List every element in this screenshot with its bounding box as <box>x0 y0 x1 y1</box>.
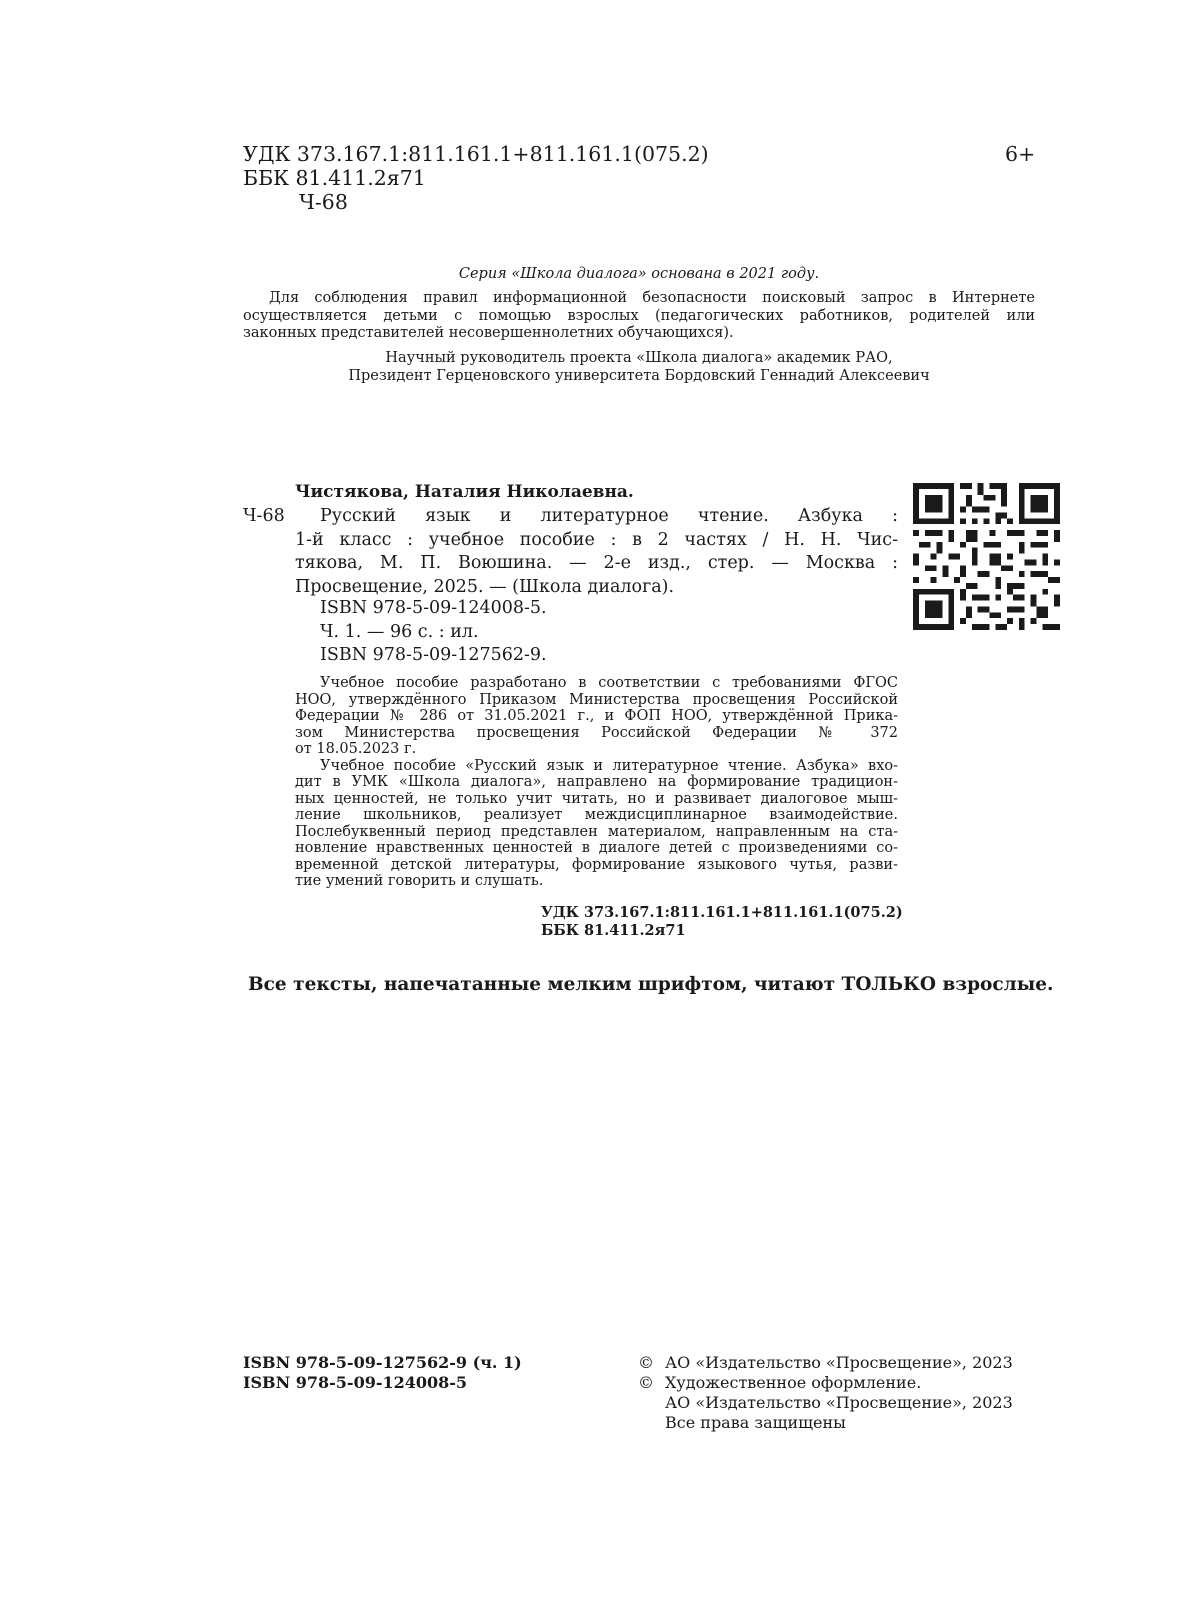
card-description-line: тякова, М. П. Воюшина. — 2-е изд., стер. — Москва : <box>295 553 898 573</box>
header-classification <box>243 142 709 214</box>
annotation-line: Учебное пособие «Русский язык и литературное чтение. Азбука» вхо- <box>320 757 898 774</box>
safety-note-line: осуществляется детьми с помощью взрослых (педагогических работников, родителей или <box>243 307 1035 324</box>
footer-isbn-full: ISBN 978-5-09-124008-5 <box>243 1373 468 1392</box>
copyright-publisher: АО «Издательство «Просвещение», 2023 <box>665 1353 1013 1372</box>
card-description-line: 1-й класс : учебное пособие : в 2 частях / Н. Н. Чис- <box>295 529 898 550</box>
card-author: Чистякова, Наталия Николаевна. <box>295 482 634 502</box>
annotation-line: Федерации № 286 от 31.05.2021 г., и ФОП НОО, утверждённой Прика- <box>295 708 898 724</box>
supervisor-line: Президент Герценовского университета Бордовский Геннадий Алексеевич <box>348 368 930 384</box>
supervisor-note <box>243 349 1035 385</box>
copyright-art: Художественное оформление. <box>665 1373 922 1392</box>
annotation-line: Послебуквенный период представлен материалом, направленным на ста- <box>295 823 898 840</box>
footer-copyright <box>638 1353 1013 1433</box>
age-rating: 6+ <box>1005 142 1036 166</box>
footer-isbn <box>243 1353 522 1393</box>
annotation-line: ление школьников, реализует междисциплинарное взаимодействие. <box>295 807 898 823</box>
card-isbn-line: ISBN 978-5-09-124008-5. <box>320 598 547 618</box>
card-description <box>295 505 898 599</box>
series-note: Серия «Школа диалога» основана в 2021 году. <box>458 266 820 282</box>
card-isbn-block <box>320 597 547 668</box>
card-isbn-line: Ч. 1. — 96 с. : ил. <box>320 621 479 642</box>
rights-reserved: Все права защищены <box>665 1413 846 1432</box>
qr-code-icon <box>913 483 1060 630</box>
supervisor-line: Научный руководитель проекта «Школа диалога» академик РАО, <box>385 350 893 366</box>
safety-note-line: Для соблюдения правил информационной безопасности поисковый запрос в Интернете <box>269 290 1035 306</box>
card-description-line: Просвещение, 2025. — (Школа диалога). <box>295 576 675 597</box>
annotation-line: тие умений говорить и слушать. <box>295 873 544 889</box>
safety-note <box>243 290 1035 343</box>
adult-notice: Все тексты, напечатанные мелким шрифтом, читают ТОЛЬКО взрослые. <box>248 974 1054 995</box>
udk-code: УДК 373.167.1:811.161.1+811.161.1(075.2) <box>243 142 709 166</box>
card-code: Ч-68 <box>243 506 285 526</box>
card-isbn-line: ISBN 978-5-09-127562-9. <box>320 645 547 665</box>
footer-isbn-part: ISBN 978-5-09-127562-9 (ч. 1) <box>243 1353 522 1372</box>
card-description-line: Русский язык и литературное чтение. Азбука : <box>320 506 898 526</box>
annotation-line: НОО, утверждённого Приказом Министерства просвещения Российской <box>295 691 898 708</box>
annotation-line: Учебное пособие разработано в соответствии с требованиями ФГОС <box>320 675 898 691</box>
annotation-line: временной детской литературы, формирование языкового чутья, разви- <box>295 856 898 873</box>
annotation-line: ных ценностей, не только учит читать, но и развивает диалоговое мыш- <box>295 790 898 807</box>
copyright-art-publisher: АО «Издательство «Просвещение», 2023 <box>665 1393 1013 1412</box>
annotation-line: от 18.05.2023 г. <box>295 741 417 757</box>
safety-note-line: законных представителей несовершеннолетних обучающихся). <box>243 325 734 341</box>
annotation <box>295 675 898 890</box>
annotation-classification <box>541 904 903 939</box>
author-code: Ч-68 <box>299 190 348 214</box>
annotation-bbk: ББК 81.411.2я71 <box>541 921 686 939</box>
annotation-line: зом Министерства просвещения Российской Федерации № 372 <box>295 724 898 741</box>
bbk-code: ББК 81.411.2я71 <box>243 166 426 190</box>
copyright-icon: © <box>638 1353 654 1372</box>
annotation-udk: УДК 373.167.1:811.161.1+811.161.1(075.2) <box>541 904 903 921</box>
annotation-line: новление нравственных ценностей в диалоге детей с произведениями со- <box>295 840 898 856</box>
copyright-icon: © <box>638 1373 654 1392</box>
annotation-line: дит в УМК «Школа диалога», направлено на формирование традицион- <box>295 774 898 790</box>
